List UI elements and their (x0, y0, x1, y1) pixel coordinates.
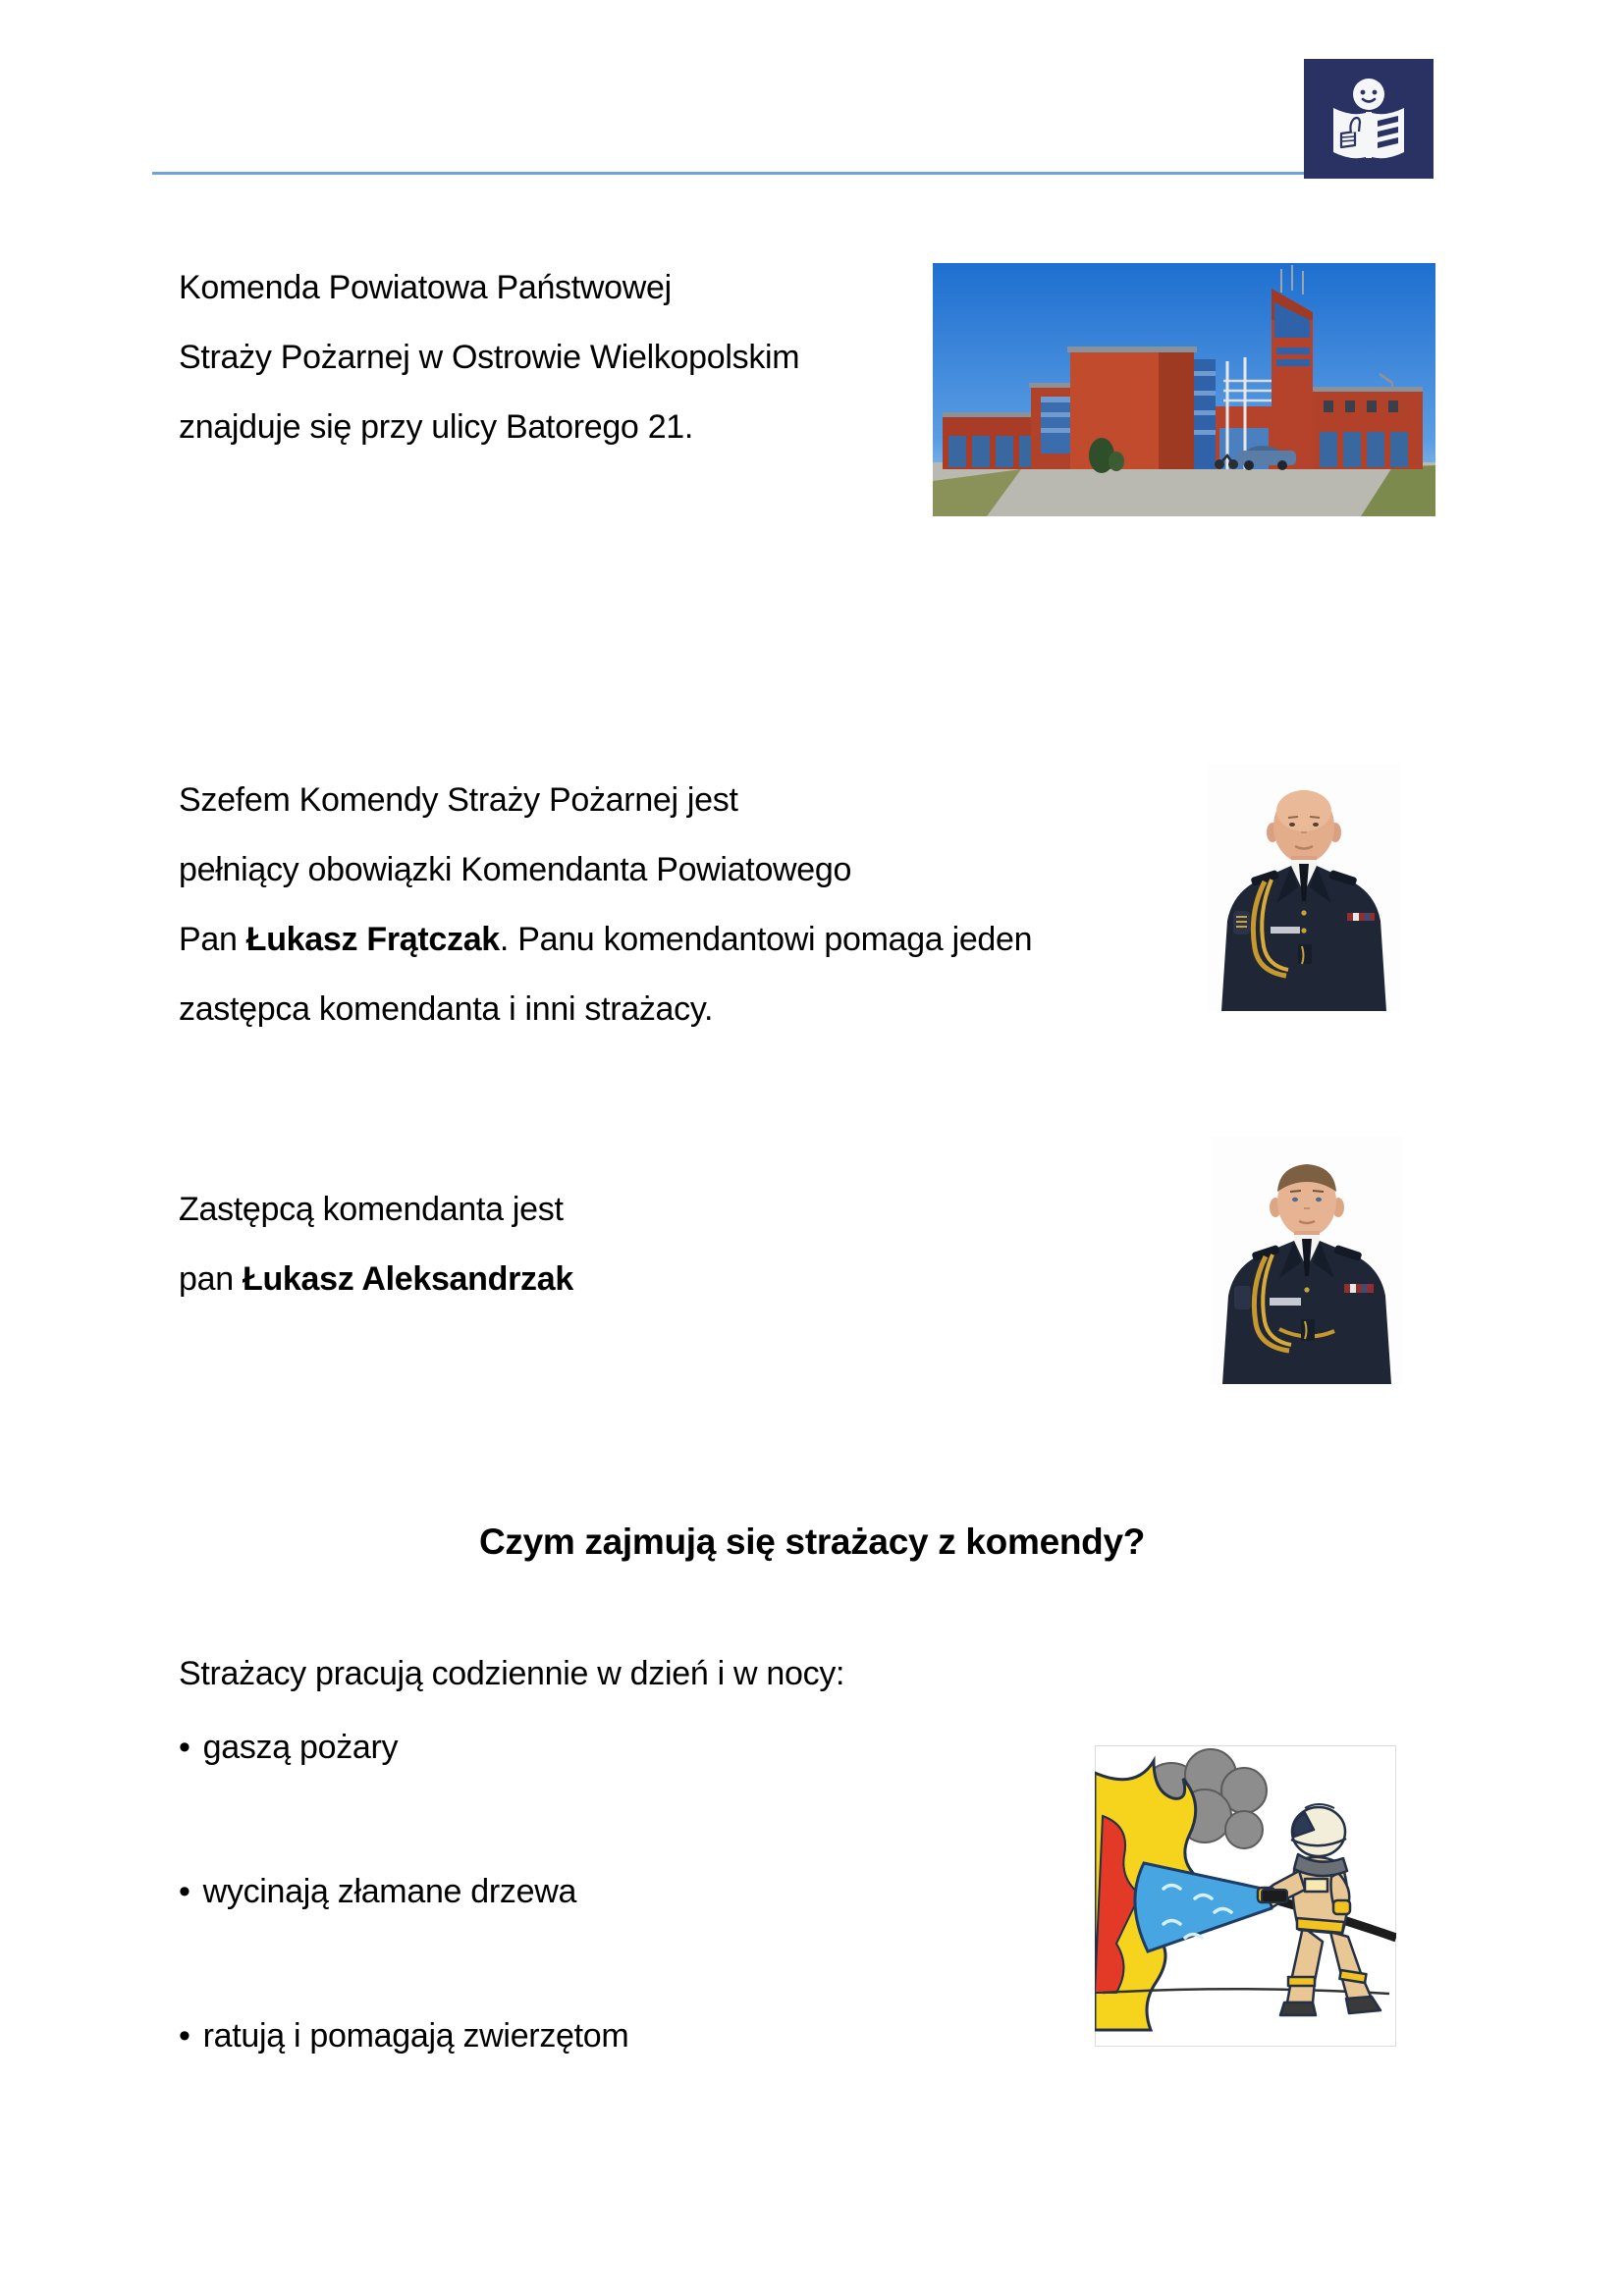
chief-line-3 (179, 905, 1032, 975)
chief-line-4: zastępca komendanta i inni strażacy. (179, 990, 714, 1028)
bullet-item-1 (179, 1713, 398, 1783)
deputy-line-1: Zastępcą komendanta jest (179, 1191, 564, 1228)
deputy-portrait-svg (1211, 1137, 1403, 1384)
intro-paragraph (179, 253, 799, 462)
chief-line-2: pełniący obowiązki Komendanta Powiatowego (179, 851, 852, 888)
bullet-item-2 (179, 1857, 576, 1927)
intro-line-1: Komenda Powiatowa Państwowej (179, 269, 672, 306)
deputy-line-2-prefix: pan (179, 1260, 243, 1298)
chief-line-1: Szefem Komendy Straży Pożarnej jest (179, 781, 738, 819)
easy-to-read-logo-svg (1304, 59, 1434, 179)
deputy-paragraph (179, 1175, 573, 1314)
chief-line-3-prefix: Pan (179, 921, 246, 958)
easy-to-read-logo-icon (1304, 59, 1434, 179)
firefighter-extinguishing-fire-cartoon (1095, 1745, 1396, 2047)
chief-line-3-suffix: . Panu komendantowi pomaga jeden (499, 921, 1033, 958)
bullet-dot: • (179, 1873, 190, 1910)
bullet-label: ratują i pomagają zwierzętom (202, 2017, 629, 2055)
bullet-label: gaszą pożary (202, 1729, 399, 1766)
header-divider-line (152, 172, 1304, 175)
bullet-dot: • (179, 2017, 190, 2055)
chief-commander-portrait-photo (1208, 764, 1400, 1011)
bullet-dot: • (179, 1729, 190, 1766)
deputy-name-bold: Łukasz Aleksandrzak (242, 1260, 573, 1298)
intro-line-2: Straży Pożarnej w Ostrowie Wielkopolskim (179, 339, 800, 376)
bullet-item-3 (179, 2002, 628, 2071)
deputy-commander-portrait-photo (1211, 1137, 1403, 1384)
intro-line-3: znajduje się przy ulicy Batorego 21. (179, 408, 694, 446)
deputy-line-2 (179, 1245, 573, 1314)
fire-station-photo-svg (933, 263, 1435, 516)
fire-station-building-photo (933, 263, 1435, 516)
duties-intro-line: Strażacy pracują codziennie w dzień i w nocy: (179, 1655, 845, 1692)
firefighter-cartoon-svg (1095, 1745, 1396, 2047)
bullet-label: wycinają złamane drzewa (202, 1873, 577, 1910)
chief-portrait-svg (1208, 764, 1400, 1011)
chief-name-bold: Łukasz Frątczak (245, 921, 500, 958)
section-heading: Czym zajmują się strażacy z komendy? (478, 1522, 1146, 1562)
duties-intro (179, 1639, 844, 1709)
chief-paragraph (179, 766, 1032, 1044)
